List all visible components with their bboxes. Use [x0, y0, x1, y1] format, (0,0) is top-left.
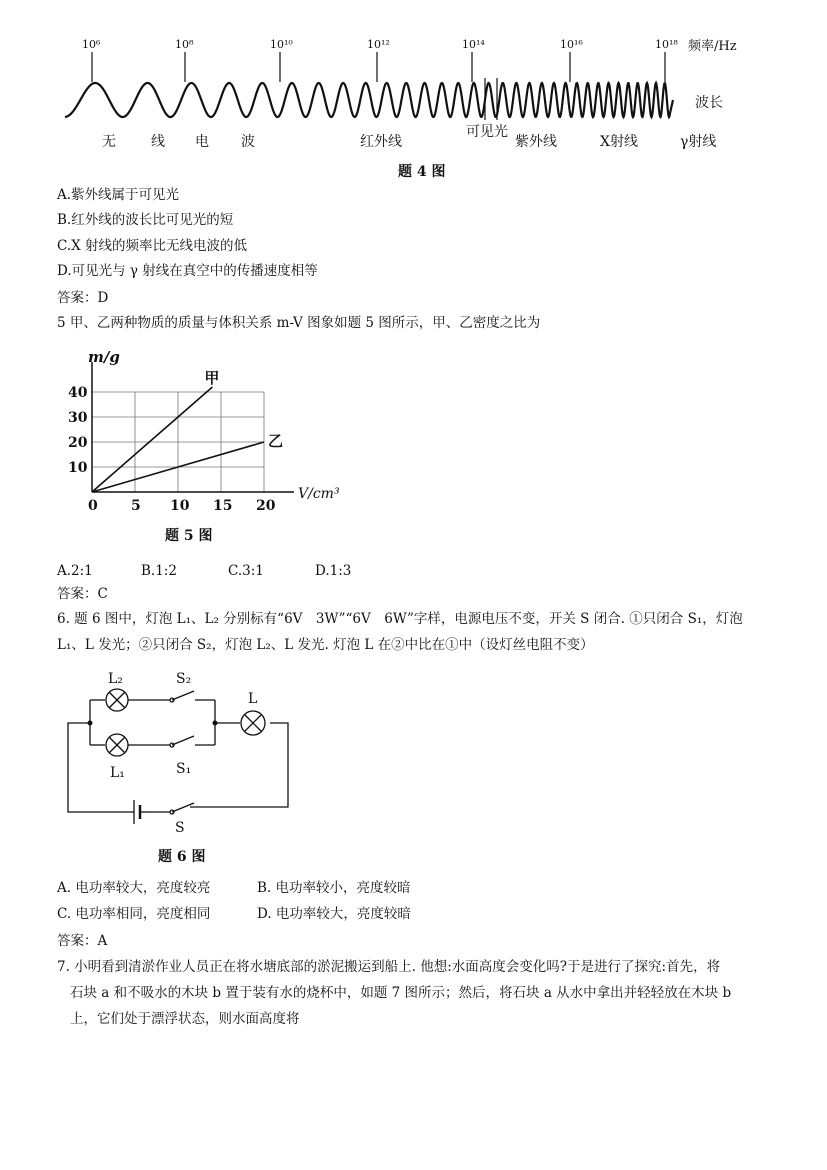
q6-option-d: D. 电功率较大，亮度较暗 [257, 906, 411, 922]
q6-option-a: A. 电功率较大，亮度较亮 [57, 880, 211, 896]
series-label-yi: 乙 [268, 432, 284, 450]
label-s1: S₁ [176, 761, 192, 777]
y-tick-label: 30 [68, 410, 88, 426]
q4-option-b: B.红外线的波长比可见光的短 [57, 212, 234, 228]
band-label-dian: 电 [195, 134, 209, 150]
freq-tick-label: 10¹² [367, 38, 390, 51]
q7-line3: 上，它们处于漂浮状态，则水面高度将 [70, 1011, 300, 1027]
mv-chart [60, 340, 360, 550]
band-label-gamma: γ射线 [680, 134, 717, 150]
freq-tick-label: 10⁸ [175, 38, 194, 51]
q5-answer: 答案：C [57, 586, 108, 602]
wavelength-label: 波长 [695, 95, 723, 111]
chart-y-label: m/g [88, 348, 120, 366]
freq-tick-label: 10¹⁸ [655, 38, 678, 51]
q7-line1: 7. 小明看到清淤作业人员正在将水塘底部的淤泥搬运到船上. 他想:水面高度会变化吗?于是进行了探究:首先，将 [57, 959, 721, 975]
freq-tick-label: 10¹⁶ [560, 38, 583, 51]
q5-stem: 5 甲、乙两种物质的质量与体积关系 m-V 图象如题 5 图所示，甲、乙密度之比为 [57, 315, 541, 331]
band-label-xian: 线 [151, 134, 165, 150]
label-s2: S₂ [176, 671, 192, 687]
q5-option-c: C.3:1 [228, 563, 264, 579]
q6-stem-line1: 6. 题 6 图中，灯泡 L₁、L₂ 分别标有“6V 3W”“6V 6W”字样，电源电压不变，开关 S 闭合. ①只闭合 S₁，灯泡 [57, 611, 743, 627]
y-tick-label: 10 [68, 460, 88, 476]
q6-stem-line2: L₁、L 发光；②只闭合 S₂，灯泡 L₂、L 发光. 灯泡 L 在②中比在①中（设灯丝电阻不变） [57, 637, 594, 653]
q5-option-d: D.1:3 [315, 563, 352, 579]
q4-answer: 答案：D [57, 290, 109, 306]
x-tick-label: 15 [213, 498, 233, 514]
circuit-wire-right2 [190, 723, 288, 807]
band-label-infrared: 红外线 [360, 134, 402, 150]
x-tick-label: 5 [131, 498, 141, 514]
series-line-jia [92, 387, 212, 492]
freq-tick-label: 10¹⁰ [270, 38, 293, 51]
figure-caption-4: 题 4 图 [398, 164, 446, 180]
band-label-bo: 波 [241, 134, 255, 150]
q4-option-c: C.X 射线的频率比无线电波的低 [57, 238, 248, 254]
switch-s2-blade [172, 691, 194, 700]
spectrum-figure [55, 30, 775, 185]
y-tick-label: 20 [68, 435, 88, 451]
x-tick-label: 10 [170, 498, 190, 514]
q7-line2: 石块 a 和不吸水的木块 b 置于装有水的烧杯中，如题 7 图所示；然后，将石块 a 从水中拿出并轻轻放在木块 b [70, 985, 732, 1001]
figure-caption-5: 题 5 图 [165, 528, 213, 544]
spectrum-wave [65, 83, 673, 117]
switch-s1-blade [172, 736, 194, 745]
label-s: S [175, 820, 185, 836]
band-label-ultraviolet: 紫外线 [515, 134, 557, 150]
x-tick-label: 0 [88, 498, 98, 514]
band-label-visible: 可见光 [466, 124, 508, 140]
chart-x-label: V/cm³ [298, 486, 340, 502]
q4-option-d: D.可见光与 γ 射线在真空中的传播速度相等 [57, 263, 318, 279]
band-label-wu: 无 [102, 134, 116, 150]
x-tick-label: 20 [256, 498, 276, 514]
freq-axis-label: 频率/Hz [688, 39, 737, 54]
q6-option-b: B. 电功率较小，亮度较暗 [257, 880, 411, 896]
q6-answer: 答案：A [57, 933, 108, 949]
y-tick-label: 40 [68, 385, 88, 401]
label-l2: L₂ [108, 671, 123, 687]
band-label-xray: X射线 [600, 134, 638, 150]
label-l: L [248, 691, 258, 707]
q6-option-c: C. 电功率相同，亮度相同 [57, 906, 211, 922]
q5-option-b: B.1:2 [141, 563, 177, 579]
label-l1: L₁ [110, 765, 125, 781]
circuit-figure [60, 665, 300, 870]
freq-tick-label: 10⁶ [82, 38, 101, 51]
freq-tick-label: 10¹⁴ [462, 38, 485, 51]
series-label-jia: 甲 [204, 369, 220, 387]
figure-caption-6: 题 6 图 [158, 849, 206, 865]
q4-option-a: A.紫外线属于可见光 [57, 187, 180, 203]
q5-option-a: A.2:1 [57, 563, 93, 579]
